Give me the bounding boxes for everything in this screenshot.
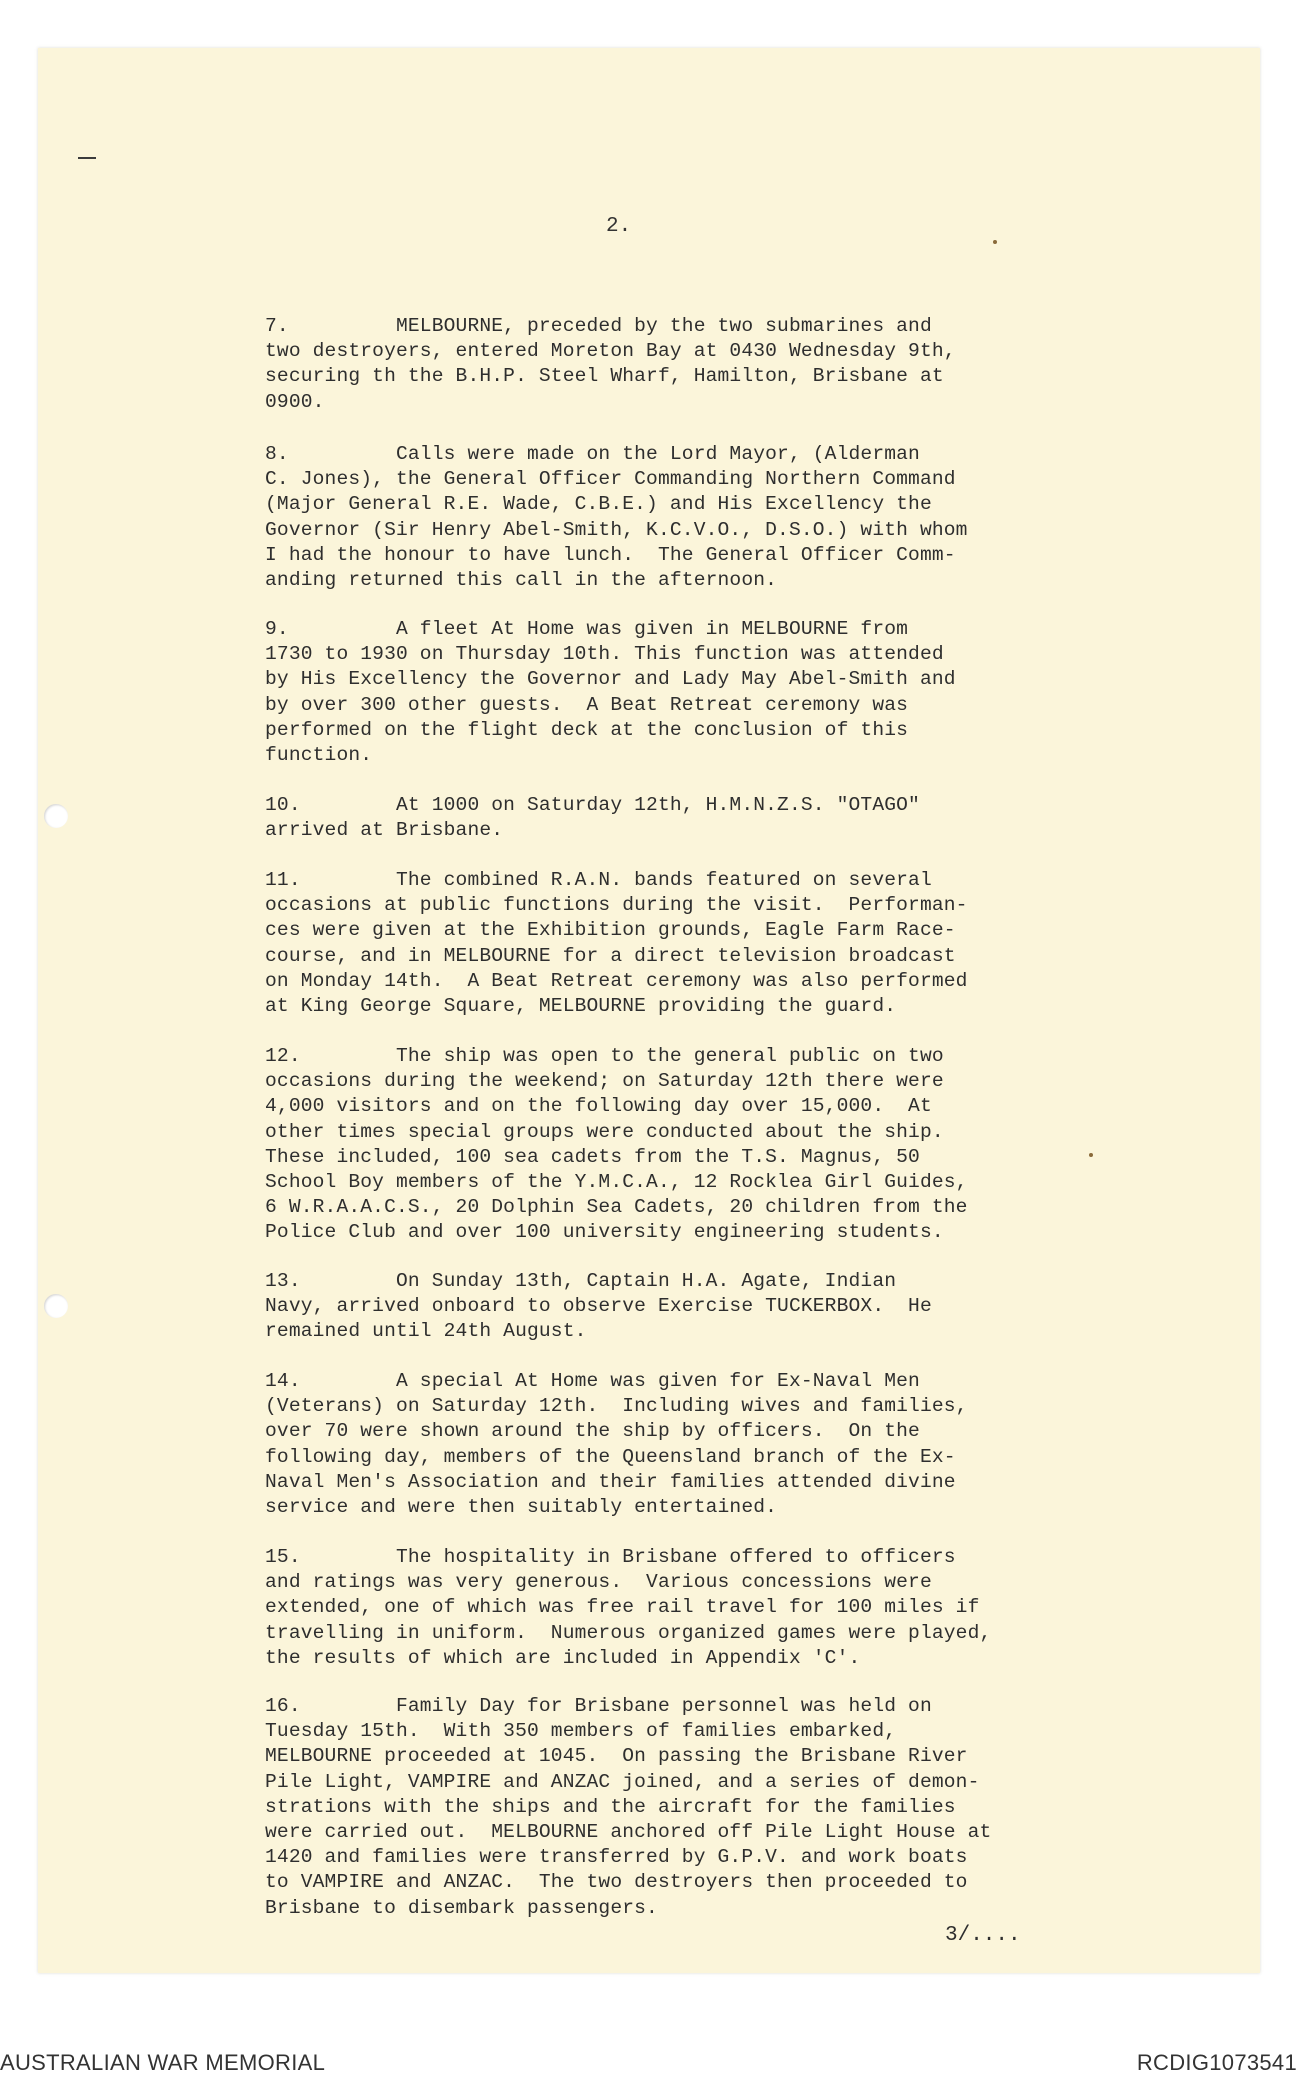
- text-line: 15. The hospitality in Brisbane offered to officers: [265, 1546, 956, 1568]
- text-line: 11. The combined R.A.N. bands featured on several: [265, 869, 932, 891]
- paragraph-10: [265, 793, 1025, 843]
- text-line: at King George Square, MELBOURNE providing the guard.: [265, 995, 897, 1018]
- text-line: occasions during the weekend; on Saturday 12th there were: [265, 1070, 944, 1093]
- text-line: School Boy members of the Y.M.C.A., 12 Rocklea Girl Guides,: [265, 1171, 968, 1194]
- text-line: (Major General R.E. Wade, C.B.E.) and His Excellency the: [265, 493, 932, 516]
- text-line: travelling in uniform. Numerous organized games were played,: [265, 1621, 992, 1644]
- paragraph-9: [265, 617, 1025, 768]
- text-line: on Monday 14th. A Beat Retreat ceremony was also performed: [265, 969, 968, 992]
- text-line: following day, members of the Queensland branch of the Ex-: [265, 1445, 956, 1468]
- text-line: (Veterans) on Saturday 12th. Including wives and families,: [265, 1395, 968, 1418]
- paragraph-13: [265, 1269, 1025, 1345]
- stray-spot: [993, 240, 997, 244]
- text-line: 1730 to 1930 on Thursday 10th. This function was attended: [265, 643, 944, 666]
- paragraph-8: [265, 442, 1025, 593]
- text-line: the results of which are included in Appendix 'C'.: [265, 1646, 861, 1669]
- text-line: 0900.: [265, 390, 325, 413]
- text-line: Brisbane to disembark passengers.: [265, 1896, 658, 1919]
- text-line: 14. A special At Home was given for Ex-Naval Men: [265, 1370, 920, 1392]
- paragraph-15: [265, 1545, 1025, 1671]
- text-line: 4,000 visitors and on the following day over 15,000. At: [265, 1095, 932, 1118]
- text-line: anding returned this call in the afternoon.: [265, 569, 778, 592]
- text-line: other times special groups were conducted about the ship.: [265, 1120, 944, 1143]
- text-line: 7. MELBOURNE, preceded by the two submarines and: [265, 315, 932, 337]
- paragraph-16: [265, 1694, 1025, 1921]
- text-line: by His Excellency the Governor and Lady May Abel-Smith and: [265, 668, 956, 691]
- text-line: 6 W.R.A.A.C.S., 20 Dolphin Sea Cadets, 20 children from the: [265, 1196, 968, 1219]
- paragraph-12: [265, 1044, 1025, 1246]
- text-line: C. Jones), the General Officer Commanding Northern Command: [265, 468, 956, 491]
- text-line: Pile Light, VAMPIRE and ANZAC joined, and a series of demon-: [265, 1770, 980, 1793]
- text-line: I had the honour to have lunch. The General Officer Comm-: [265, 543, 956, 566]
- text-line: MELBOURNE proceeded at 1045. On passing the Brisbane River: [265, 1745, 968, 1768]
- text-line: 13. On Sunday 13th, Captain H.A. Agate, Indian: [265, 1270, 897, 1292]
- text-line: 1420 and families were transferred by G.P.V. and work boats: [265, 1846, 968, 1869]
- text-line: 10. At 1000 on Saturday 12th, H.M.N.Z.S. "OTAGO": [265, 794, 920, 816]
- text-line: over 70 were shown around the ship by officers. On the: [265, 1420, 920, 1443]
- text-line: Governor (Sir Henry Abel-Smith, K.C.V.O., D.S.O.) with whom: [265, 518, 968, 541]
- text-line: remained until 24th August.: [265, 1320, 587, 1343]
- text-line: to VAMPIRE and ANZAC. The two destroyers then proceeded to: [265, 1871, 968, 1894]
- text-line: arrived at Brisbane.: [265, 819, 504, 842]
- text-line: 8. Calls were made on the Lord Mayor, (Alderman: [265, 443, 920, 465]
- text-line: strations with the ships and the aircraft for the families: [265, 1795, 956, 1818]
- punch-hole: [44, 804, 68, 828]
- text-line: 16. Family Day for Brisbane personnel was held on: [265, 1695, 932, 1717]
- footer-id: RCDIG1073541: [1136, 2050, 1297, 2075]
- text-line: 12. The ship was open to the general public on two: [265, 1045, 944, 1067]
- text-line: function.: [265, 744, 373, 767]
- text-line: extended, one of which was free rail travel for 100 miles if: [265, 1596, 980, 1619]
- text-line: Navy, arrived onboard to observe Exercise TUCKERBOX. He: [265, 1295, 932, 1318]
- text-line: ces were given at the Exhibition grounds, Eagle Farm Race-: [265, 919, 956, 942]
- text-line: were carried out. MELBOURNE anchored off Pile Light House at: [265, 1821, 992, 1844]
- stray-spot: [1089, 1153, 1093, 1157]
- text-line: service and were then suitably entertained.: [265, 1496, 778, 1519]
- paragraph-11: [265, 868, 1025, 1019]
- page-number: 2.: [606, 215, 632, 238]
- text-line: These included, 100 sea cadets from the T.S. Magnus, 50: [265, 1145, 920, 1168]
- continuation-marker: 3/....: [945, 1924, 1021, 1947]
- text-line: by over 300 other guests. A Beat Retreat ceremony was: [265, 693, 909, 716]
- text-line: two destroyers, entered Moreton Bay at 0430 Wednesday 9th,: [265, 340, 956, 363]
- paragraph-7: [265, 314, 1025, 415]
- text-line: 9. A fleet At Home was given in MELBOURNE from: [265, 618, 909, 640]
- text-line: Police Club and over 100 university engineering students.: [265, 1221, 944, 1244]
- text-line: performed on the flight deck at the conclusion of this: [265, 718, 909, 741]
- text-line: occasions at public functions during the visit. Performan-: [265, 894, 968, 917]
- punch-hole: [44, 1294, 68, 1318]
- footer-source: AUSTRALIAN WAR MEMORIAL: [0, 2050, 326, 2075]
- text-line: securing th the B.H.P. Steel Wharf, Hamilton, Brisbane at: [265, 365, 944, 388]
- text-line: and ratings was very generous. Various concessions were: [265, 1571, 932, 1594]
- text-line: Naval Men's Association and their families attended divine: [265, 1470, 956, 1493]
- paragraph-14: [265, 1369, 1025, 1520]
- stray-mark: [78, 157, 96, 159]
- text-line: Tuesday 15th. With 350 members of families embarked,: [265, 1720, 897, 1743]
- text-line: course, and in MELBOURNE for a direct television broadcast: [265, 944, 956, 967]
